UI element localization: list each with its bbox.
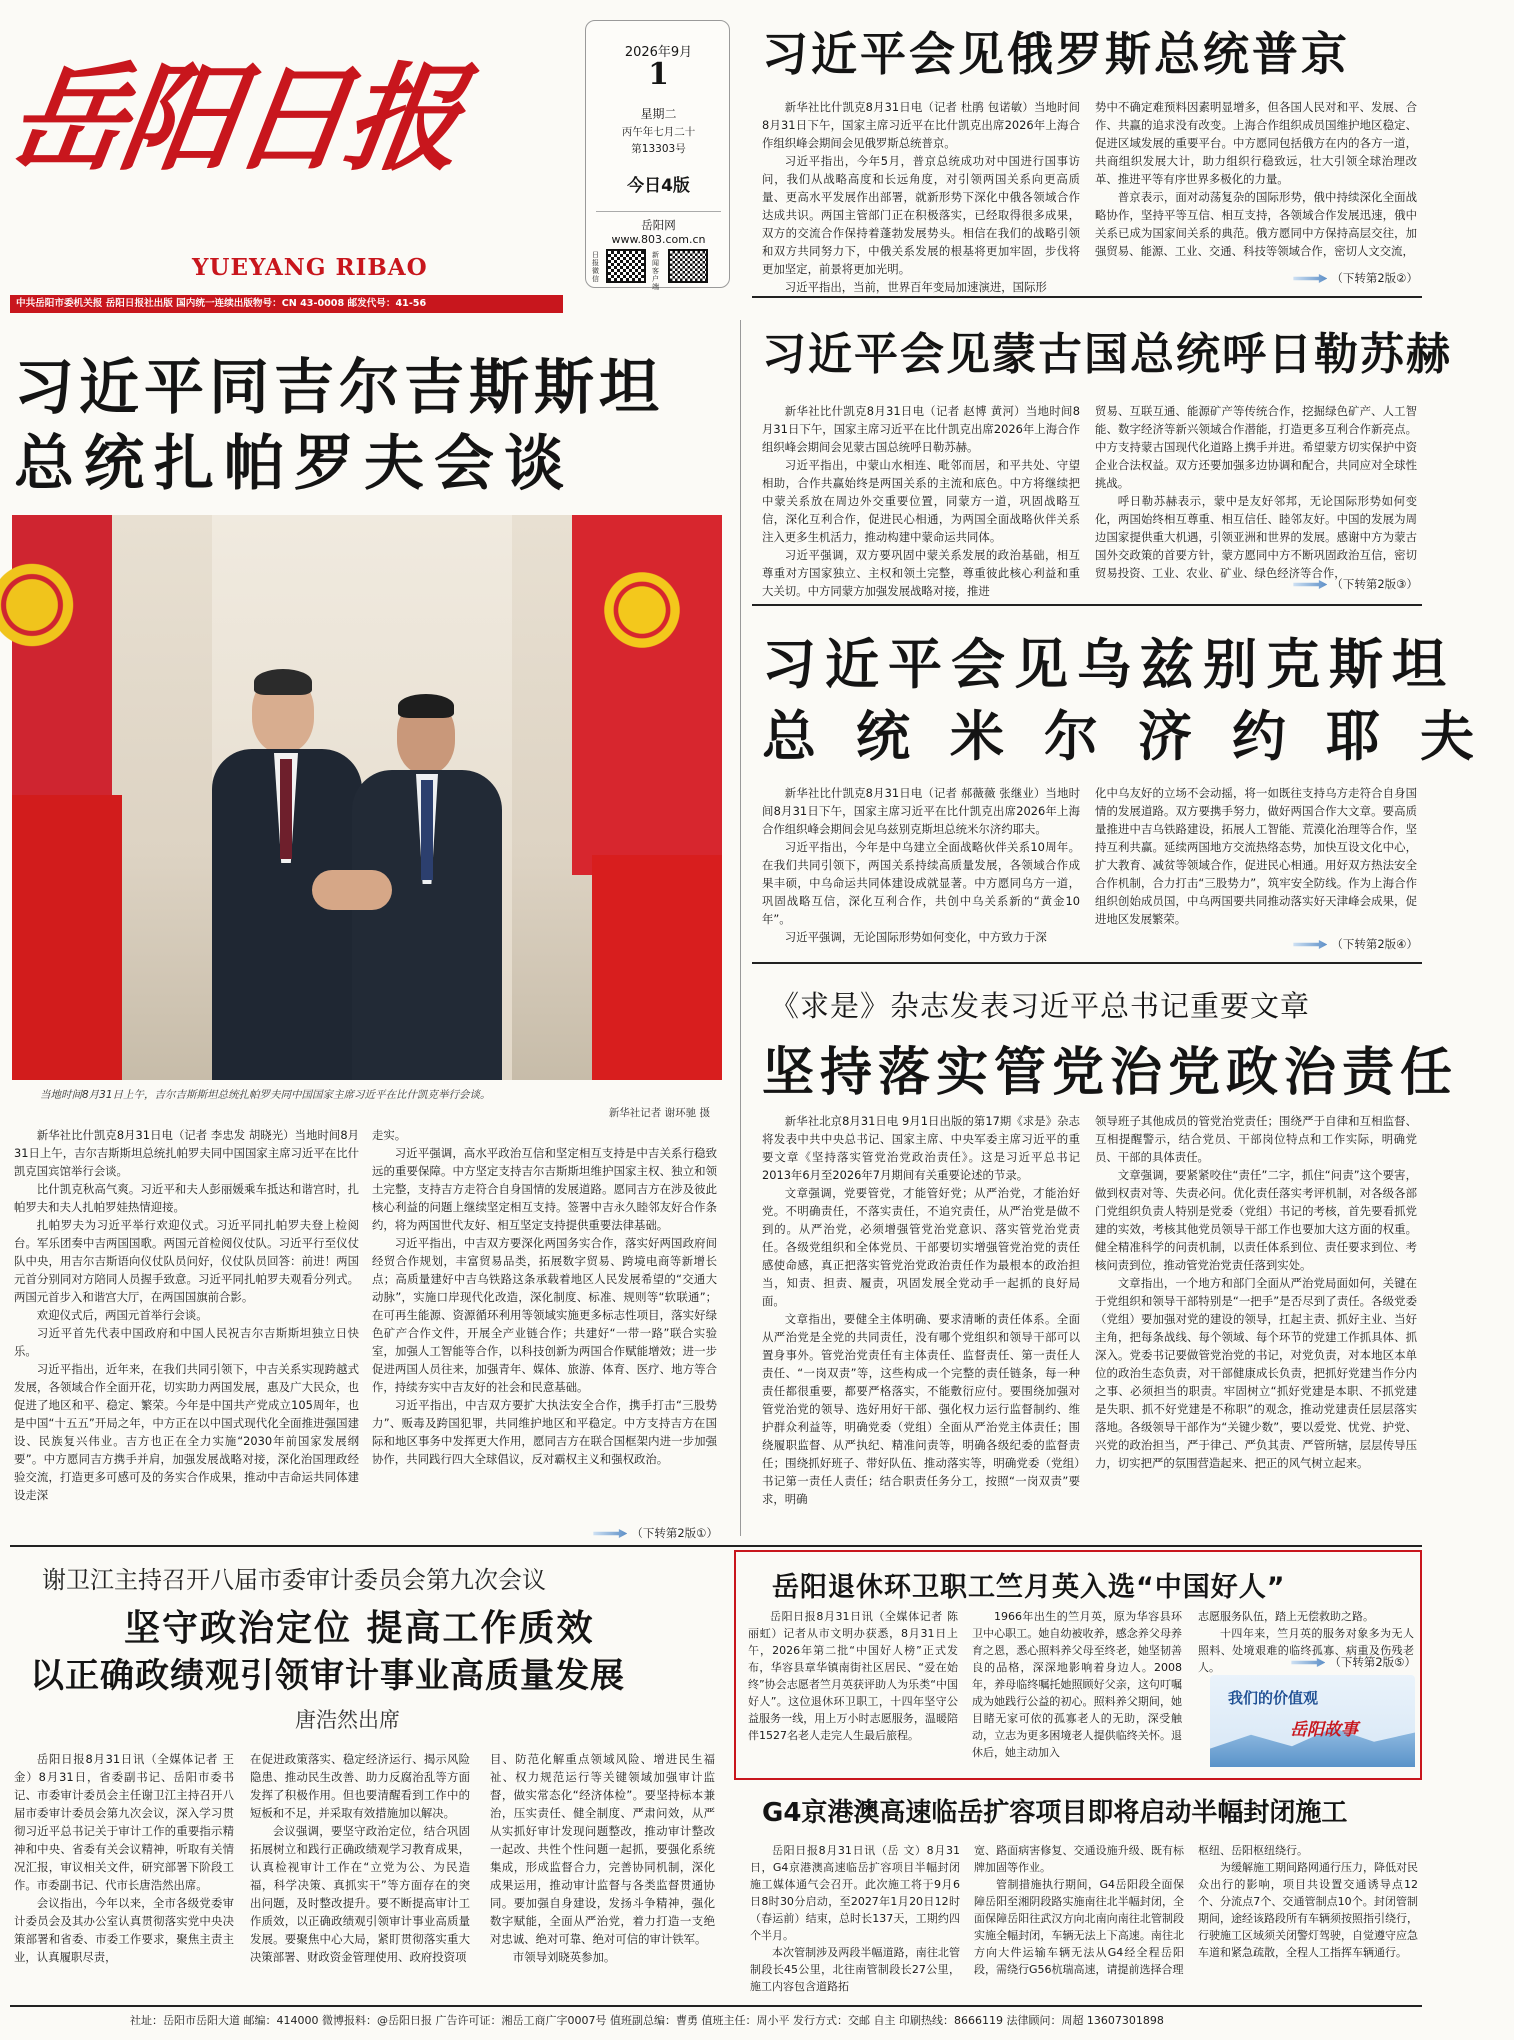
- arrow-icon: [1293, 274, 1327, 283]
- issue-number: 第13303号: [631, 143, 686, 155]
- mongolia-continued-link[interactable]: [1250, 576, 1418, 592]
- continued-label: （下转第2版⑤）: [1329, 1655, 1416, 1669]
- divider: [752, 604, 1422, 606]
- qiushi-headline: 坚持落实管党治党政治责任: [762, 1043, 1459, 1103]
- main-story-col2: [372, 1126, 717, 1526]
- footer-divider: [10, 2005, 1422, 2007]
- audit-headline-line1: 坚守政治定位 提高工作质效: [124, 1608, 595, 1649]
- logo-pinyin: YUEYANG RIBAO: [192, 254, 428, 281]
- newspaper-logo[interactable]: [0, 44, 468, 194]
- main-headline-line2: 总统扎帕罗夫会谈: [14, 429, 574, 499]
- uzbek-col1: [762, 784, 1080, 952]
- paragraph: 本次管制涉及两段半幅道路，南往北管制段长45公里，北往南管制段长27公里，施工内容包含道路拓: [750, 1946, 960, 1993]
- continued-label: （下转第2版④）: [1331, 937, 1418, 951]
- site-name: 岳阳网: [641, 218, 676, 232]
- audit-subtitle: 唐浩然出席: [295, 1708, 400, 1732]
- paragraph: 新华社比什凯克8月31日电（记者 李忠发 胡晓光）当地时间8月31日上午，吉尔吉斯斯坦总统扎帕罗夫同中国国家主席习近平在比什凯克国宾馆举行会谈。: [14, 1128, 359, 1178]
- arrow-icon: [1293, 940, 1327, 949]
- paragraph: 市领导刘晓英参加。: [512, 1950, 616, 1964]
- paragraph: 新华社比什凯克8月31日电（记者 杜鹃 包诺敏）当地时间8月31日下午，国家主席习近平在比什凯克出席2026年上海合作组织峰会期间会见俄罗斯总统普京。: [762, 100, 1080, 150]
- continued-label: （下转第2版②）: [1331, 271, 1418, 285]
- date-year-month: 2026年9月: [624, 45, 693, 60]
- mongolia-col2: [1095, 402, 1417, 578]
- paragraph: 文章强调，要紧紧咬住“责任”二字，抓住“问责”这个要害，做到权责对等、失责必问。优化责任落实考评机制，对各级各部门党组织负责人特别是党委（党组）书记的考核，首先要看抓党建的实效，考核其他党员领导干部工作也要加大这方面的权重。健全精准科学的问责机制，以责任体系到位、责任要求到位、考核问责到位，推动管党治党责任落到实处。: [1095, 1168, 1417, 1272]
- qr-code-wechat-icon[interactable]: [606, 249, 646, 283]
- paragraph: 新华社北京8月31日电 9月1日出版的第17期《求是》杂志将发表中共中央总书记、国家主席、中央军委主席习近平的重要文章《坚持落实管党治党政治责任》。这是习近平总书记2013年6月至2026年7月期间有关重要论述的节录。: [762, 1114, 1080, 1182]
- continued-label: （下转第2版①）: [631, 1526, 718, 1540]
- qiushi-kicker: 《求是》杂志发表习近平总书记重要文章: [770, 989, 1311, 1023]
- qr-code-app-icon[interactable]: [668, 249, 708, 283]
- paragraph: 习近平强调，无论国际形势如何变化，中方致力于深: [784, 930, 1047, 944]
- putin-col1: [762, 98, 1080, 294]
- china-flag-left-icon: [12, 795, 122, 1080]
- paragraph: 习近平指出，中蒙山水相连、毗邻而居，和平共处、守望相助，合作共赢始终是两国关系的主流和底色。中方将继续把中蒙关系放在周边外交重要位置，同蒙方一道，巩固战略互信，深化互利合作，促进民心相通，为两国全面战略伙伴关系注入更多生机活力，推动构建中蒙命运共同体。: [762, 458, 1080, 544]
- audit-col3: [490, 1750, 715, 1990]
- paragraph: 宽、路面病害修复、交通设施升级、既有标牌加固等作业。: [974, 1844, 1184, 1874]
- paragraph: 普京表示，面对动荡复杂的国际形势，俄中持续深化全面战略协作，坚持平等互信、相互支持，各领域合作发展迅速，俄中关系已成为国家间关系的典范。俄方愿同中方保持高层交往，加强贸易、能源、工业、交通、科技等领域合作，密切人文交流，: [1095, 190, 1417, 258]
- date-lunar: 丙午年七月二十: [621, 126, 696, 138]
- mongolia-headline: 习近平会见蒙古国总统呼日勒苏赫: [762, 329, 1452, 380]
- paragraph: 习近平指出，今年5月，普京总统成功对中国进行国事访问，我们从战略高度和长远角度，对引领两国关系向更高质量、更高水平发展作出部署，就新形势下深化中俄各领域合作达成共识。两国主管部门正在积极落实，已经取得很多成果，双方的交流合作保持着蓬勃发展势头。相信在我们的战略引领和双方共同努力下，中俄关系发展的根基将更加牢固，步伐将更加坚定，前景将更加光明。: [762, 154, 1080, 276]
- audit-headline-line2: 以正确政绩观引领审计事业高质量发展: [30, 1656, 625, 1696]
- paragraph: 习近平指出，中吉双方要深化两国务实合作，落实好两国政府间经贸合作规划，丰富贸易品类，拓展数字贸易、跨境电商等新增长点；高质量建好中吉乌铁路这条承载着地区人民发展希望的“交通大动脉”，实施口岸现代化改造，深化制度、标准、规则等“软联通”；在可再生能源、资源循环利用等领域实施更多标志性项目，落实好绿色矿产合作文件，开展全产业链合作；共建好“一带一路”联合实验室，加强人工智能等合作，以科技创新为两国合作赋能增效；进一步促进两国人员往来，加强青年、媒体、旅游、体育、医疗、地方等合作，持续夯实中吉友好的社会和民意基础。: [372, 1236, 717, 1394]
- paragraph: 习近平首先代表中国政府和中国人民祝吉尔吉斯斯坦独立日快乐。: [14, 1326, 359, 1358]
- paragraph: 管制措施执行期间，G4岳阳段全面保障岳阳至湘阴段路实施南往北半幅封闭，全面保障岳阳往武汉方向北南向南往北管制段实施全幅封闭，车辆无法上下高速。南往北方向大件运输车辆无法从G4经全程岳阳段，需绕行G56杭瑞高速，请提前选择合理: [974, 1878, 1184, 1976]
- paragraph: 目、防范化解重点领域风险、增进民生福祉、权力规范运行等关键领域加强审计监督，做实常态化“经济体检”。要坚持标本兼治，压实责任、健全制度、严肃问效，从严从实抓好审计发现问题整改，推动审计整改一起改、共性个性问题一起抓，要强化系统集成，形成监督合力，完善协同机制，深化成果运用，推动审计监督与各类监督贯通协同。要加强自身建设，发扬斗争精神，强化数字赋能，全面从严治党，着力打造一支绝对忠诚、绝对可靠、绝对可信的审计铁军。: [490, 1752, 715, 1946]
- arrow-icon: [593, 1529, 627, 1538]
- audit-kicker: 谢卫江主持召开八届市委审计委员会第九次会议: [42, 1566, 546, 1594]
- good-person-continued-link[interactable]: [1250, 1654, 1416, 1670]
- photo-credit: 新华社记者 谢环驰 摄: [608, 1107, 710, 1119]
- paragraph: 领导班子其他成员的管党治党责任；围绕严于自律和互相监督、互相提醒警示，结合党员、干部岗位特点和工作实际，明确党员、干部的具体责任。: [1095, 1114, 1417, 1164]
- main-story-continued-link[interactable]: [560, 1525, 718, 1541]
- paragraph: 文章指出，一个地方和部门全面从严治党局面如何，关键在于党组织和领导干部特别是“一把手”是否尽到了责任。各级党委（党组）要加强对党的建设的领导，扛起主责、抓好主业、当好主角，把每条战线、每个领域、每个环节的党建工作抓具体、抓深入。党委书记要做管党治党的书记，对党负责，对本地区本单位的政治生态负责，对干部健康成长负责，把抓好党建当作分内之事、必须担当的职责。牢固树立“抓好党建是本职、不抓党建是失职、抓不好党建是不称职”的观念，推动党建责任层层落实落地。各级领导干部作为“关键少数”，要以爱党、忧党、护党、兴党的政治担当，严于律己、严负其责、严管所辖，层层传导压力，切实把严的氛围营造起来、把正的风气树立起来。: [1095, 1276, 1417, 1470]
- paragraph: 在促进政策落实、稳定经济运行、揭示风险隐患、推动民生改善、助力反腐治乱等方面发挥了积极作用。但也要清醒看到工作中的短板和不足，并采取有效措施加以解决。: [250, 1752, 470, 1820]
- paragraph: 岳阳日报8月31日讯（全媒体记者 王 金）8月31日，省委副书记、岳阳市委书记、市委审计委员会主任谢卫江主持召开八届市委审计委员会第九次会议，深入学习贯彻习近平总书记关于审计工作的重要指示精神和中央、省委有关会议精神，听取有关情况汇报，审议相关文件，研究部署下阶段工作。市委副书记、代市长唐浩然出席。: [14, 1752, 234, 1892]
- section-divider: [10, 1545, 1422, 1547]
- paragraph: 文章强调，党要管党，才能管好党；从严治党，才能治好党。不明确责任，不落实责任，不追究责任，从严治党是做不到的。从严治党，必须增强管党治党意识、落实管党治党责任。各级党组织和全体党员、干部要切实增强管党治党的责任感使命感，真正把落实管党治党政治责任作为最根本的政治担当，知责、担责、履责，巩固发展全党动手一起抓的良好局面。: [762, 1186, 1080, 1308]
- paragraph: 习近平强调，双方要巩固中蒙关系发展的政治基础，相互尊重对方国家独立、主权和领土完整，尊重彼此核心利益和重大关切。中方同蒙方加强发展战略对接，推进: [762, 548, 1080, 598]
- footer-info: 社址：岳阳市岳阳大道 邮编：414000 微博报料：@岳阳日报 广告许可证：湘岳工商广字0007号 值班副总编：曹勇 值班主任：周小平 发行方式：交邮 自主 印刷热线：8666119 法律顾问：周超 13607301898: [130, 2014, 1164, 2027]
- putin-headline: 习近平会见俄罗斯总统普京: [762, 27, 1350, 81]
- paragraph: 比什凯克秋高气爽。习近平和夫人彭丽媛乘车抵达和谐宫时，扎帕罗夫和夫人扎帕罗娃热情迎接。: [14, 1182, 359, 1214]
- paragraph: 为缓解施工期间路网通行压力，降低对民众出行的影响，项目共设置交通诱导点12个、分流点7个、交通管制点10个。封闭管制期间，途经该路段所有车辆须按照指引绕行，行驶施工区域须关闭警灯驾驶，自觉遵守应急车道和紧急疏散，全程人工指挥车辆通行。: [1198, 1861, 1418, 1959]
- paragraph: 势中不确定难预料因素明显增多，但各国人民对和平、发展、合作、共赢的追求没有改变。上海合作组织成员国维护地区稳定、促进区域发展的重要平台。中方愿同包括俄方在内的各方一道，共商组织发展大计，助力组织行稳致远，壮大引领全球治理改革、推进平等有序世界多极化的力量。: [1095, 100, 1417, 186]
- values-badge: [1210, 1675, 1415, 1767]
- good-person-headline: 岳阳退休环卫职工竺月英入选“中国好人”: [772, 1572, 1286, 1603]
- handshake: [312, 870, 392, 910]
- g4-col2: [974, 1842, 1184, 1997]
- qiushi-col2: [1095, 1112, 1417, 1532]
- kyrgyz-flag-icon: [572, 515, 722, 875]
- paragraph: 新华社比什凯克8月31日电（记者 郝薇薇 张继业）当地时间8月31日下午，国家主席习近平在比什凯克出席2026年上海合作组织峰会期间会见乌兹别克斯坦总统米尔济约耶夫。: [762, 786, 1080, 836]
- audit-col1: [14, 1750, 234, 1990]
- paragraph: 会议指出，今年以来，全市各级党委审计委员会及其办公室认真贯彻落实党中央决策部署和省委、市委工作要求，聚焦主责主业，认真履职尽责，: [14, 1896, 234, 1964]
- column-divider: [740, 320, 741, 1536]
- paragraph: 习近平指出，今年是中乌建立全面战略伙伴关系10周年。在我们共同引领下，两国关系持续高质量发展，各领域合作成果丰硕，中乌命运共同体建设成就显著。中方愿同乌方一道，巩固战略互信，深化互利合作，共创中乌关系新的“黄金10年”。: [762, 840, 1080, 926]
- putin-continued-link[interactable]: [1250, 270, 1418, 286]
- uzbek-headline-line1: 习近平会见乌兹别克斯坦: [762, 633, 1455, 696]
- paragraph: 志愿服务队伍，踏上无偿救助之路。: [1198, 1610, 1374, 1623]
- badge-label-1: 我们的价值观: [1228, 1689, 1319, 1707]
- audit-col2: [250, 1750, 470, 1990]
- paragraph: 枢纽、岳阳枢纽绕行。: [1198, 1844, 1308, 1857]
- paragraph: 呼日勒苏赫表示，蒙中是友好邻邦，无论国际形势如何变化，两国始终相互尊重、相互信任、睦邻友好。中国的发展为周边国家提供重大机遇，引领亚洲和世界的发展。感谢中方为蒙古国外交政策的首要方针，蒙方愿同中方不断巩固政治互信，密切贸易投资、工业、农业、矿业、绿色经济等合作，: [1095, 494, 1417, 580]
- uzbek-continued-link[interactable]: [1250, 936, 1418, 952]
- main-story-col1: [14, 1126, 359, 1544]
- continued-label: （下转第2版③）: [1331, 577, 1418, 591]
- china-flag-icon: [592, 855, 722, 1080]
- paragraph: 会议强调，要坚守政治定位，结合巩固拓展树立和践行正确政绩观学习教育成果，认真检视审计工作在“立党为公、为民造福，科学决策、真抓实干”等方面存在的突出问题，及时整改提升。要不断提高审计工作质效，以正确政绩观引领审计事业高质量发展。要聚焦中心大局，紧盯贯彻落实重大决策部署、财政资金管理使用、政府投资项: [250, 1824, 470, 1964]
- qr-label-app: 新闻客户端: [652, 251, 659, 291]
- paragraph: 岳阳日报8月31日讯（岳 文）8月31日，G4京港澳高速临岳扩容项目半幅封闭施工媒体通气会召开。此次施工将于9月6日8时30分启动，至2027年1月20日12时（春运前）结束，总时长137天，工期约四个半月。: [750, 1844, 960, 1942]
- arrow-icon: [1291, 1658, 1325, 1667]
- masthead-strip: 中共岳阳市委机关报 岳阳日报社出版 国内统一连续出版物号：CN 43-0008 邮发代号：41-56: [10, 295, 563, 313]
- main-headline-line1: 习近平同吉尔吉斯斯坦: [14, 353, 664, 423]
- divider: [752, 296, 1422, 298]
- uzbek-headline-line2: 总统米尔济约耶夫: [762, 705, 1514, 768]
- paragraph: 新华社比什凯克8月31日电（记者 赵博 黄河）当地时间8月31日下午，国家主席习近平在比什凯克出席2026年上海合作组织峰会期间会见蒙古国总统呼日勒苏赫。: [762, 404, 1080, 454]
- date-box: [585, 20, 730, 291]
- paragraph: 岳阳日报8月31日讯（全媒体记者 陈丽虹）记者从市文明办获悉，8月31日上午，2026年第二批“中国好人榜”正式发布，华容县章华镇南街社区居民、“爱在始终”协会志愿者竺月英获评助人为乐类“中国好人”。这位退休环卫职工，十四年坚守公益服务一线，用上万小时志愿服务，温暖陪伴1527名老人走完人生最后旅程。: [748, 1610, 958, 1742]
- divider: [752, 962, 1422, 964]
- good-person-col2: [972, 1608, 1182, 1770]
- paragraph: 习近平强调，高水平政治互信和坚定相互支持是中吉关系行稳致远的重要保障。中方坚定支持吉尔吉斯斯坦维护国家主权、独立和领土完整，支持吉方走符合自身国情的发展道路。愿同吉方在涉及彼此核心利益的问题上继续坚定相互支持。签署中吉永久睦邻友好合作条约，将为两国世代友好、相互坚定支持提供重要法律基础。: [372, 1146, 717, 1232]
- logo-text: 岳阳日报: [0, 51, 468, 187]
- paragraph: 习近平指出，当前，世界百年变局加速演进，国际形: [784, 280, 1047, 294]
- paragraph: 十四年来，竺月英的服务对象多为无人照料、处境艰难的临终孤寡、病重及伤残老人。: [1198, 1627, 1414, 1674]
- qiushi-col1: [762, 1112, 1080, 1532]
- paragraph: 1966年出生的竺月英，原为华容县环卫中心职工。她自幼被收养，感念养父母养育之恩，悉心照料养父母至终老，她坚韧善良的品格，深深地影响着身边人。2008年，养母临终嘱托她照顾好父亲，这句叮嘱成为她践行公益的初心。照料养父期间，她目睹无家可依的孤寡老人的无助，深受触动，立志为更多困境老人提供临终关怀。退休后，她主动加入: [972, 1610, 1182, 1759]
- photo-caption: 当地时间8月31日上午，吉尔吉斯斯坦总统扎帕罗夫同中国国家主席习近平在比什凯克举行会谈。: [40, 1089, 491, 1101]
- kyrgyz-flag-left-icon: [12, 515, 112, 815]
- paragraph: 欢迎仪式后，两国元首举行会谈。: [36, 1308, 208, 1322]
- qr-label-wechat: 日报微信: [592, 251, 599, 283]
- page-count: 今日4版: [627, 176, 690, 196]
- paragraph: 文章指出，要健全主体明确、要求清晰的责任体系。全面从严治党是全党的共同责任，没有哪个党组织和领导干部可以置身事外。管党治党责任有主体责任、监督责任、第一责任人责任、“一岗双责”等，这些构成一个完整的责任链条，每一种责任都很重要，都要严格落实，不能敷衍应付。要围绕加强对管党治党的领导、选好用好干部、强化权力运行监督制约、维护群众利益等，明确党委（党组）全面从严治党主体责任；围绕履职监督、从严执纪、精准问责等，明确各级纪委的监督责任；围绕抓好班子、带好队伍、推动落实等，明确党委（党组）书记第一责任人责任；结合职责任务分工，按照“一岗双责”要求，明确: [762, 1312, 1080, 1506]
- uzbek-col2: [1095, 784, 1417, 934]
- date-weekday: 星期二: [640, 107, 677, 121]
- arrow-icon: [1293, 580, 1327, 589]
- putin-col2: [1095, 98, 1417, 270]
- paragraph: 走实。: [372, 1128, 407, 1142]
- date-box-divider: [596, 211, 721, 212]
- paragraph: 习近平指出，中吉双方要扩大执法安全合作，携手打击“三股势力”、贩毒及跨国犯罪，共同维护地区和平稳定。中方支持吉方在国际和地区事务中发挥更大作用，愿同吉方在联合国框架内进一步加强协作，共同践行四大全球倡议，反对霸权主义和强权政治。: [372, 1398, 717, 1466]
- g4-col1: [750, 1842, 960, 1997]
- date-day: 1: [648, 57, 669, 92]
- good-person-col1: [748, 1608, 958, 1770]
- paragraph: 习近平指出，近年来，在我们共同引领下，中吉关系实现跨越式发展，各领域合作全面开花，切实助力两国发展，惠及广大民众，也促进了地区和平、稳定、繁荣。今年是中国共产党成立105周年，也是中国“十五五”开局之年，中方正在以中国式现代化全面推进强国建设、民族复兴伟业。吉方也正在全力实施“2030年前国家发展纲要”。中方愿同吉方携手并肩，加强发展战略对接，深化治国理政经验交流，打造更多可感可及的务实合作成果，推动中吉命运共同体建设走深: [14, 1362, 359, 1502]
- main-photo: [12, 515, 717, 1080]
- g4-col3: [1198, 1842, 1418, 1997]
- site-url[interactable]: www.803.com.cn: [611, 233, 706, 246]
- badge-label-2: 岳阳故事: [1290, 1720, 1358, 1740]
- paragraph: 扎帕罗夫为习近平举行欢迎仪式。习近平同扎帕罗夫登上检阅台。军乐团奏中吉两国国歌。两国元首检阅仪仗队。习近平行至仪仗队中央，用吉尔吉斯语向仪仗队员问好，仪仗队员回答：前进！两国元首分别同对方陪同人员握手致意。习近平同扎帕罗夫观看分列式。两国元首步入和谐宫大厅，在两国国旗前合影。: [14, 1218, 359, 1304]
- paragraph: 化中乌友好的立场不会动摇，将一如既往支持乌方走符合自身国情的发展道路。双方要携手努力，做好两国合作大文章。要高质量推进中吉乌铁路建设，拓展人工智能、荒漠化治理等合作，坚持互利共赢。延续两国地方交流热络态势，加快互设文化中心，扩大教育、减贫等领域合作，促进民心相通。用好双方热法安全合作机制，合力打击“三股势力”，筑牢安全防线。作为上海合作组织创始成员国，中乌两国要共同推动落实好天津峰会成果，促进地区发展繁荣。: [1095, 786, 1417, 926]
- mongolia-col1: [762, 402, 1080, 598]
- g4-headline: G4京港澳高速临岳扩容项目即将启动半幅封闭施工: [762, 1798, 1348, 1828]
- paragraph: 贸易、互联互通、能源矿产等传统合作，挖掘绿色矿产、人工智能、数字经济等新兴领域合作潜能，打造更多互利合作新亮点。中方支持蒙古国现代化道路上携手并进。希望蒙方切实保护中资企业合法权益。双方还要加强多边协调和配合，共同应对全球性挑战。: [1095, 404, 1417, 490]
